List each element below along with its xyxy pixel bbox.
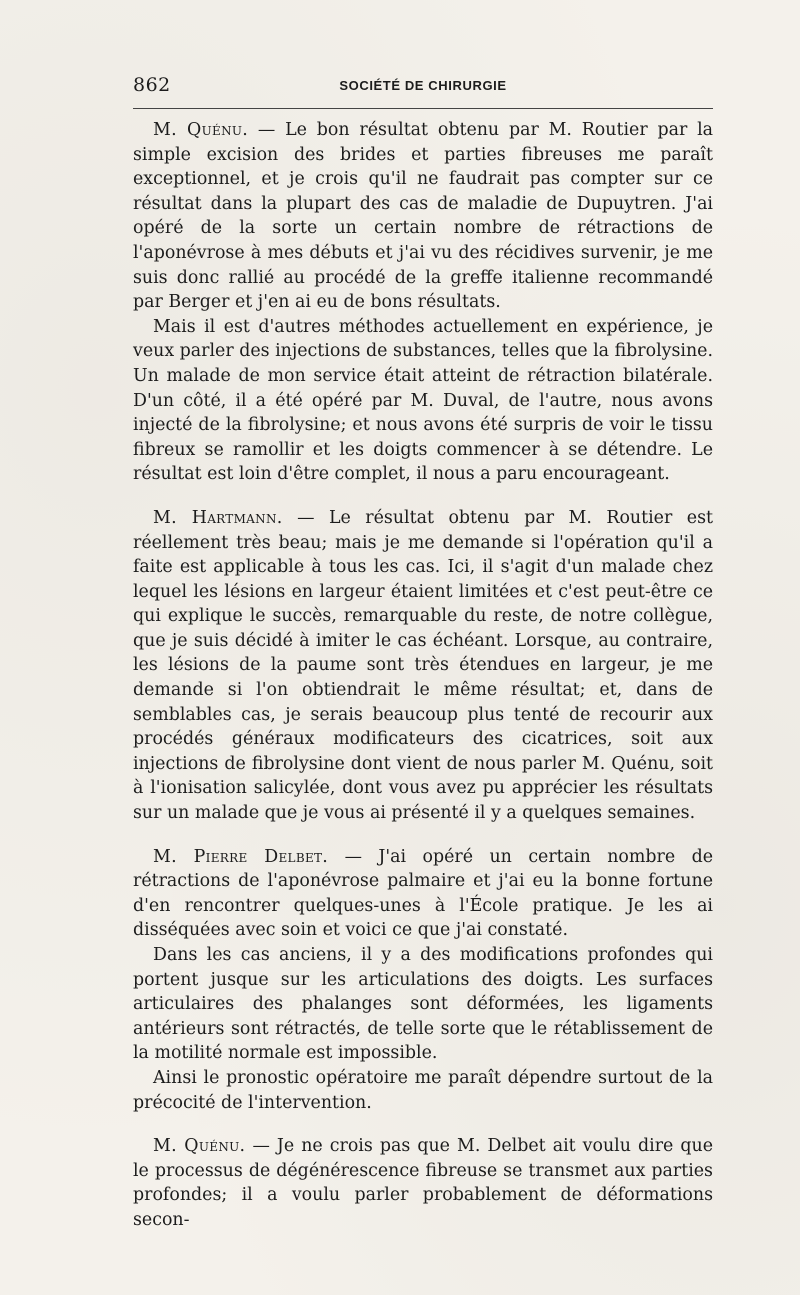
page-header: [133, 72, 713, 100]
paragraph-text: Ainsi le pronostic opératoire me paraît dépendre surtout de la précocité de l'intervention.: [133, 1067, 713, 1113]
running-head: SOCIÉTÉ DE CHIRURGIE: [339, 78, 507, 93]
paragraph-delbet-2: [133, 943, 713, 1066]
header-rule: [133, 108, 713, 109]
speaker-name: M. Quénu.: [153, 120, 249, 140]
speaker-name: M. Quénu.: [153, 1136, 246, 1157]
paragraph-text: — Le bon résultat obtenu par M. Routier par la simple excision des brides et parties fibreuses me paraît exceptionnel, et je crois qu'il ne faudrait pas compter sur ce résultat dans la plupart des cas de maladie de Dupuytren. J'ai opéré de la sorte un certain nombre de rétractions de l'aponévrose à mes débuts et j'ai vu des récidives survenir, je me suis donc rallié au procédé de la greffe italienne recommandé par Berger et j'en ai eu de bons résultats.: [133, 120, 713, 313]
paragraph-quenu-2: [133, 315, 713, 487]
page-number: 862: [133, 74, 171, 96]
paragraph-delbet-3: [133, 1066, 713, 1115]
paragraph-text: — J'ai opéré un certain nombre de rétractions de l'aponévrose palmaire et j'ai eu la bonne fortune d'en rencontrer quelques-unes à l'École pratique. Je les ai disséquées avec soin et voici ce que j'ai constaté.: [133, 846, 713, 941]
paragraph-delbet-1: [133, 845, 713, 943]
speaker-name: M. Hartmann.: [153, 507, 283, 528]
page-body: [133, 118, 713, 1233]
paragraph-hartmann: [133, 506, 713, 826]
paragraph-text: — Je ne crois pas que M. Delbet ait voulu dire que le processus de dégénérescence fibreuse se transmet aux parties profondes; il a voulu parler probablement de déformations secon-: [133, 1136, 713, 1230]
speaker-name: M. Pierre Delbet.: [153, 846, 329, 867]
paragraph-text: Dans les cas anciens, il y a des modifications profondes qui portent jusque sur les articulations des doigts. Les surfaces articulaires des phalanges sont déformées, les ligaments antérieurs sont rétractés, de telle sorte que le rétablissement de la motilité normale est impossible.: [133, 945, 713, 1064]
paragraph-quenu-3: [133, 1134, 713, 1232]
paragraph-quenu-1: [133, 118, 713, 315]
paragraph-text: — Le résultat obtenu par M. Routier est réellement très beau; mais je me demande si l'opération qu'il a faite est applicable à tous les cas. Ici, il s'agit d'un malade chez lequel les lésions en largeur étaient limitées et c'est peut-être ce qui explique le succès, remarquable du reste, de notre collègue, que je suis décidé à imiter le cas échéant. Lorsque, au contraire, les lésions de la paume sont très étendues en largeur, je me demande si l'on obtiendrait le même résultat; et, dans de semblables cas, je serais beaucoup plus tenté de recourir aux procédés généraux modificateurs des cicatrices, soit aux injections de fibrolysine dont vient de nous parler M. Quénu, soit à l'ionisation salicylée, dont vous avez pu apprécier les résultats sur un malade que je vous ai présenté il y a quelques semaines.: [133, 507, 713, 824]
paragraph-text: Mais il est d'autres méthodes actuellement en expérience, je veux parler des injections de substances, telles que la fibrolysine. Un malade de mon service était atteint de rétraction bilatérale. D'un côté, il a été opéré par M. Duval, de l'autre, nous avons injecté de la fibrolysine; et nous avons été surpris de voir le tissu fibreux se ramollir et les doigts commencer à se détendre. Le résultat est loin d'être complet, il nous a paru encourageant.: [133, 316, 713, 485]
